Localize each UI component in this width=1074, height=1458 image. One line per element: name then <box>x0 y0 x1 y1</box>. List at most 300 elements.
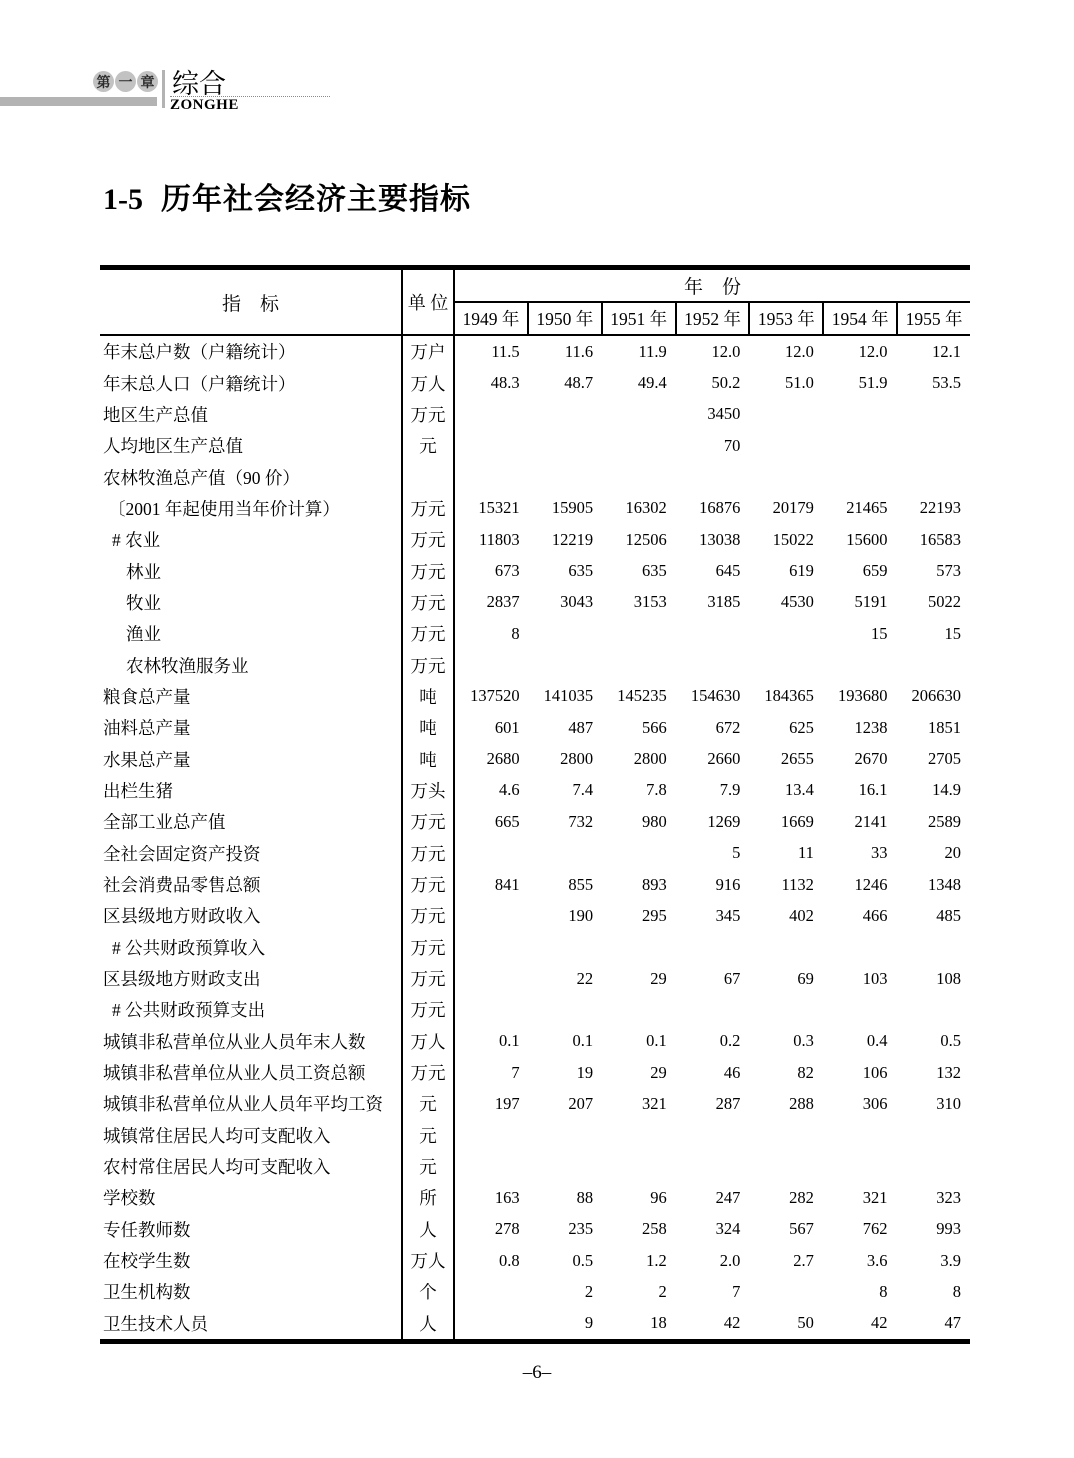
row-values <box>455 681 970 712</box>
value-cell: 15022 <box>772 529 814 549</box>
value-cell: 1851 <box>928 717 962 737</box>
value-cell <box>529 1151 603 1182</box>
row-values <box>455 1026 970 1057</box>
value-cell: 190 <box>568 905 594 925</box>
value-cell <box>676 461 750 492</box>
value-cell <box>602 1151 676 1182</box>
value-cell: 18 <box>650 1313 667 1333</box>
value-cell: 566 <box>641 717 667 737</box>
value-cell: 619 <box>789 561 814 581</box>
table-row <box>100 618 970 649</box>
value-cell <box>749 1276 823 1307</box>
value-cell <box>823 649 897 680</box>
value-cell <box>529 1120 603 1151</box>
value-cell: 0.1 <box>646 1031 667 1051</box>
row-values <box>455 1276 970 1307</box>
value-cell: 893 <box>641 874 667 894</box>
table-row <box>100 524 970 555</box>
header-year-group-label: 年 份 <box>455 270 970 303</box>
value-cell: 12.0 <box>711 341 741 361</box>
value-cell: 163 <box>494 1187 520 1207</box>
chapter-badge-circle: 一 <box>115 71 136 92</box>
value-cell: 49.4 <box>637 373 667 393</box>
chapter-title: 综合 <box>172 69 226 99</box>
table-row <box>100 1120 970 1151</box>
row-indicator-label: 城镇非私营单位从业人员工资总额 <box>100 1057 403 1088</box>
row-indicator-label: 城镇非私营单位从业人员年末人数 <box>100 1026 403 1057</box>
value-cell: 3450 <box>707 404 741 424</box>
value-cell: 466 <box>862 905 888 925</box>
value-cell: 980 <box>641 811 667 831</box>
row-values <box>455 1057 970 1088</box>
value-cell: 141035 <box>543 686 594 706</box>
value-cell: 15 <box>944 623 962 643</box>
value-cell: 53.5 <box>932 373 962 393</box>
value-cell: 3043 <box>560 592 594 612</box>
row-values <box>455 775 970 806</box>
row-values <box>455 838 970 869</box>
value-cell <box>602 1120 676 1151</box>
value-cell: 732 <box>568 811 594 831</box>
value-cell <box>896 1120 970 1151</box>
value-cell: 324 <box>715 1219 741 1239</box>
value-cell <box>823 932 897 963</box>
header-year-cell: 1952 年 <box>677 303 751 334</box>
table-body <box>100 336 970 1339</box>
chapter-badge-circle: 章 <box>137 71 158 92</box>
value-cell <box>455 649 529 680</box>
row-indicator-label: # 公共财政预算支出 <box>100 994 403 1025</box>
value-cell: 625 <box>789 717 814 737</box>
value-cell: 8 <box>879 1281 888 1301</box>
value-cell: 278 <box>494 1219 520 1239</box>
row-values <box>455 900 970 931</box>
value-cell: 3153 <box>633 592 667 612</box>
value-cell: 154630 <box>690 686 741 706</box>
row-indicator-label: 出栏生猪 <box>100 775 403 806</box>
value-cell: 46 <box>723 1062 741 1082</box>
value-cell: 288 <box>789 1093 814 1113</box>
table-row <box>100 712 970 743</box>
section-title-text: 历年社会经济主要指标 <box>161 183 471 216</box>
value-cell <box>676 618 750 649</box>
table-row <box>100 1057 970 1088</box>
value-cell: 659 <box>862 561 888 581</box>
value-cell: 1.2 <box>646 1250 667 1270</box>
table-row <box>100 1308 970 1339</box>
value-cell: 193680 <box>837 686 888 706</box>
value-cell: 321 <box>862 1187 888 1207</box>
value-cell <box>602 461 676 492</box>
row-unit: 万元 <box>403 493 455 524</box>
indicators-table <box>100 265 970 1344</box>
row-indicator-label: 农林牧渔服务业 <box>100 649 403 680</box>
value-cell: 51.0 <box>785 373 814 393</box>
value-cell <box>749 932 823 963</box>
value-cell: 145235 <box>617 686 667 706</box>
value-cell: 3.6 <box>866 1250 888 1270</box>
row-values <box>455 712 970 743</box>
row-indicator-label: 城镇非私营单位从业人员年平均工资 <box>100 1088 403 1119</box>
row-values <box>455 932 970 963</box>
value-cell: 321 <box>641 1093 667 1113</box>
value-cell: 29 <box>650 968 667 988</box>
value-cell: 673 <box>494 561 520 581</box>
value-cell: 11.9 <box>638 341 667 361</box>
row-indicator-label: 〔2001 年起使用当年价计算） <box>100 493 403 524</box>
value-cell: 635 <box>641 561 667 581</box>
value-cell <box>896 1151 970 1182</box>
value-cell: 12219 <box>551 529 594 549</box>
value-cell <box>529 838 603 869</box>
table-row <box>100 461 970 492</box>
value-cell: 12506 <box>625 529 667 549</box>
row-indicator-label: 全社会固定资产投资 <box>100 838 403 869</box>
value-cell: 48.3 <box>490 373 520 393</box>
value-cell: 573 <box>936 561 962 581</box>
row-indicator-label: 年末总户数（户籍统计） <box>100 336 403 367</box>
value-cell: 108 <box>936 968 962 988</box>
row-values <box>455 994 970 1025</box>
table-row <box>100 775 970 806</box>
value-cell <box>749 649 823 680</box>
value-cell <box>455 963 529 994</box>
row-indicator-label: 人均地区生产总值 <box>100 430 403 461</box>
value-cell: 15905 <box>551 498 594 518</box>
row-unit: 万元 <box>403 900 455 931</box>
value-cell <box>749 1120 823 1151</box>
row-unit: 所 <box>403 1182 455 1213</box>
value-cell <box>529 399 603 430</box>
value-cell: 1246 <box>854 874 888 894</box>
chapter-header-divider <box>162 70 165 108</box>
value-cell: 2670 <box>854 749 888 769</box>
value-cell: 197 <box>494 1093 520 1113</box>
row-indicator-label: 区县级地方财政支出 <box>100 963 403 994</box>
value-cell <box>602 430 676 461</box>
value-cell: 22 <box>576 968 594 988</box>
row-unit: 吨 <box>403 743 455 774</box>
table-row <box>100 869 970 900</box>
value-cell <box>749 430 823 461</box>
table-row <box>100 1182 970 1213</box>
value-cell <box>676 649 750 680</box>
row-values <box>455 493 970 524</box>
row-indicator-label: # 公共财政预算收入 <box>100 932 403 963</box>
value-cell <box>676 932 750 963</box>
value-cell <box>455 399 529 430</box>
row-values <box>455 963 970 994</box>
row-unit: 万元 <box>403 555 455 586</box>
table-row <box>100 493 970 524</box>
value-cell <box>896 649 970 680</box>
value-cell <box>529 649 603 680</box>
value-cell: 22193 <box>919 498 962 518</box>
value-cell <box>896 399 970 430</box>
value-cell: 67 <box>723 968 741 988</box>
value-cell: 5022 <box>928 592 962 612</box>
value-cell: 12.0 <box>858 341 888 361</box>
value-cell: 0.1 <box>498 1031 520 1051</box>
value-cell: 0.2 <box>719 1031 741 1051</box>
value-cell: 7.8 <box>646 780 667 800</box>
value-cell <box>823 399 897 430</box>
value-cell <box>529 932 603 963</box>
value-cell: 993 <box>936 1219 962 1239</box>
value-cell: 855 <box>568 874 594 894</box>
row-values <box>455 743 970 774</box>
value-cell: 8 <box>511 623 520 643</box>
table-row <box>100 1151 970 1182</box>
value-cell <box>455 461 529 492</box>
row-values <box>455 1245 970 1276</box>
row-indicator-label: 油料总产量 <box>100 712 403 743</box>
value-cell: 635 <box>568 561 594 581</box>
row-unit: 元 <box>403 1120 455 1151</box>
value-cell: 2800 <box>560 749 594 769</box>
table-row <box>100 555 970 586</box>
row-indicator-label: 粮食总产量 <box>100 681 403 712</box>
value-cell <box>455 1120 529 1151</box>
row-values <box>455 524 970 555</box>
value-cell: 323 <box>936 1187 962 1207</box>
value-cell <box>676 1151 750 1182</box>
value-cell: 1132 <box>781 874 814 894</box>
row-indicator-label: 卫生机构数 <box>100 1276 403 1307</box>
value-cell: 51.9 <box>858 373 888 393</box>
row-unit: 万人 <box>403 1245 455 1276</box>
value-cell: 3.9 <box>940 1250 962 1270</box>
row-indicator-label: 年末总人口（户籍统计） <box>100 367 403 398</box>
value-cell: 4.6 <box>498 780 520 800</box>
row-values <box>455 1151 970 1182</box>
value-cell: 47 <box>944 1313 962 1333</box>
chapter-subtitle: ZONGHE <box>170 97 239 113</box>
table-row <box>100 900 970 931</box>
row-unit: 万元 <box>403 932 455 963</box>
value-cell: 33 <box>870 843 888 863</box>
row-indicator-label: 牧业 <box>100 587 403 618</box>
row-values <box>455 587 970 618</box>
section-title <box>103 174 471 218</box>
value-cell: 2.0 <box>719 1250 741 1270</box>
row-values <box>455 430 970 461</box>
row-indicator-label: 农村常住居民人均可支配收入 <box>100 1151 403 1182</box>
value-cell: 12.1 <box>932 341 962 361</box>
row-unit <box>403 461 455 492</box>
chapter-badge <box>93 71 158 92</box>
value-cell: 0.5 <box>572 1250 594 1270</box>
value-cell: 70 <box>723 435 741 455</box>
table-row <box>100 1026 970 1057</box>
value-cell: 5191 <box>854 592 888 612</box>
row-values <box>455 1182 970 1213</box>
row-unit: 万人 <box>403 367 455 398</box>
value-cell: 48.7 <box>564 373 594 393</box>
value-cell: 13.4 <box>785 780 814 800</box>
value-cell: 8 <box>952 1281 962 1301</box>
row-unit: 万元 <box>403 994 455 1025</box>
value-cell: 2655 <box>780 749 814 769</box>
value-cell: 16583 <box>919 529 962 549</box>
row-values <box>455 618 970 649</box>
row-unit: 万元 <box>403 618 455 649</box>
row-values <box>455 869 970 900</box>
value-cell <box>529 461 603 492</box>
value-cell: 645 <box>715 561 741 581</box>
value-cell <box>823 994 897 1025</box>
value-cell: 916 <box>715 874 741 894</box>
row-unit: 万元 <box>403 806 455 837</box>
value-cell: 2.7 <box>793 1250 814 1270</box>
value-cell: 2 <box>584 1281 594 1301</box>
row-indicator-label: 区县级地方财政收入 <box>100 900 403 931</box>
row-unit: 元 <box>403 1088 455 1119</box>
row-values <box>455 461 970 492</box>
table-row <box>100 932 970 963</box>
value-cell <box>823 430 897 461</box>
row-values <box>455 1308 970 1339</box>
row-unit: 万元 <box>403 869 455 900</box>
table-row <box>100 649 970 680</box>
row-indicator-label: 林业 <box>100 555 403 586</box>
value-cell: 1238 <box>854 717 888 737</box>
value-cell: 16876 <box>699 498 741 518</box>
header-indicator: 指 标 <box>100 270 403 334</box>
value-cell: 20 <box>944 843 962 863</box>
row-unit: 万人 <box>403 1026 455 1057</box>
table-row <box>100 1214 970 1245</box>
value-cell: 14.9 <box>932 780 962 800</box>
header-year-cell: 1953 年 <box>750 303 824 334</box>
page-number: –6– <box>522 1362 552 1383</box>
value-cell: 1348 <box>928 874 962 894</box>
table-row <box>100 743 970 774</box>
value-cell: 1269 <box>707 811 741 831</box>
row-unit: 人 <box>403 1308 455 1339</box>
value-cell: 106 <box>862 1062 888 1082</box>
value-cell: 69 <box>797 968 814 988</box>
value-cell: 0.8 <box>498 1250 520 1270</box>
table-row <box>100 806 970 837</box>
value-cell: 4530 <box>780 592 814 612</box>
table-row <box>100 838 970 869</box>
row-indicator-label: 在校学生数 <box>100 1245 403 1276</box>
value-cell: 7.4 <box>572 780 594 800</box>
table-row <box>100 963 970 994</box>
row-values <box>455 1120 970 1151</box>
value-cell: 7 <box>732 1281 741 1301</box>
table-row <box>100 1088 970 1119</box>
row-unit: 万元 <box>403 1057 455 1088</box>
value-cell <box>602 838 676 869</box>
value-cell: 2705 <box>928 749 962 769</box>
value-cell <box>896 461 970 492</box>
value-cell: 306 <box>862 1093 888 1113</box>
table-row <box>100 1276 970 1307</box>
row-indicator-label: 全部工业总产值 <box>100 806 403 837</box>
value-cell: 16302 <box>625 498 667 518</box>
value-cell <box>823 1120 897 1151</box>
value-cell: 206630 <box>911 686 962 706</box>
value-cell <box>676 1120 750 1151</box>
value-cell: 0.3 <box>793 1031 814 1051</box>
value-cell: 485 <box>936 905 962 925</box>
value-cell <box>455 1276 529 1307</box>
value-cell <box>602 649 676 680</box>
row-unit: 万元 <box>403 649 455 680</box>
value-cell <box>455 900 529 931</box>
table-header <box>100 270 970 336</box>
value-cell: 29 <box>650 1062 667 1082</box>
header-year-cell: 1951 年 <box>603 303 677 334</box>
value-cell: 402 <box>789 905 814 925</box>
value-cell <box>529 430 603 461</box>
row-unit: 万头 <box>403 775 455 806</box>
value-cell: 103 <box>862 968 888 988</box>
value-cell: 15 <box>870 623 888 643</box>
table-row <box>100 681 970 712</box>
row-unit: 元 <box>403 430 455 461</box>
value-cell <box>749 461 823 492</box>
value-cell <box>749 399 823 430</box>
value-cell: 42 <box>870 1313 888 1333</box>
value-cell <box>529 618 603 649</box>
row-values <box>455 555 970 586</box>
row-unit: 万元 <box>403 587 455 618</box>
value-cell: 7 <box>511 1062 520 1082</box>
value-cell <box>455 932 529 963</box>
value-cell <box>896 430 970 461</box>
value-cell <box>455 1151 529 1182</box>
value-cell <box>749 618 823 649</box>
table-row <box>100 1245 970 1276</box>
row-unit: 万元 <box>403 399 455 430</box>
row-indicator-label: 卫生技术人员 <box>100 1308 403 1339</box>
row-values <box>455 649 970 680</box>
value-cell: 11.5 <box>491 341 520 361</box>
value-cell: 235 <box>568 1219 594 1239</box>
table-row <box>100 367 970 398</box>
value-cell: 258 <box>641 1219 667 1239</box>
row-indicator-label: 专任教师数 <box>100 1214 403 1245</box>
value-cell: 184365 <box>764 686 814 706</box>
row-indicator-label: 城镇常住居民人均可支配收入 <box>100 1120 403 1151</box>
value-cell: 15600 <box>846 529 888 549</box>
value-cell <box>602 994 676 1025</box>
value-cell <box>749 994 823 1025</box>
value-cell: 665 <box>494 811 520 831</box>
value-cell: 11.6 <box>564 341 594 361</box>
value-cell: 0.5 <box>940 1031 962 1051</box>
value-cell: 2589 <box>928 811 962 831</box>
value-cell: 50 <box>797 1313 814 1333</box>
value-cell: 3185 <box>707 592 741 612</box>
row-unit: 万元 <box>403 963 455 994</box>
row-unit: 吨 <box>403 681 455 712</box>
value-cell: 841 <box>494 874 520 894</box>
row-indicator-label: 社会消费品零售总额 <box>100 869 403 900</box>
value-cell: 247 <box>715 1187 741 1207</box>
value-cell: 7.9 <box>719 780 741 800</box>
table-row <box>100 994 970 1025</box>
value-cell <box>823 1151 897 1182</box>
value-cell: 672 <box>715 717 741 737</box>
value-cell: 282 <box>789 1187 814 1207</box>
row-unit: 个 <box>403 1276 455 1307</box>
chapter-badge-circle: 第 <box>93 71 114 92</box>
value-cell <box>602 932 676 963</box>
